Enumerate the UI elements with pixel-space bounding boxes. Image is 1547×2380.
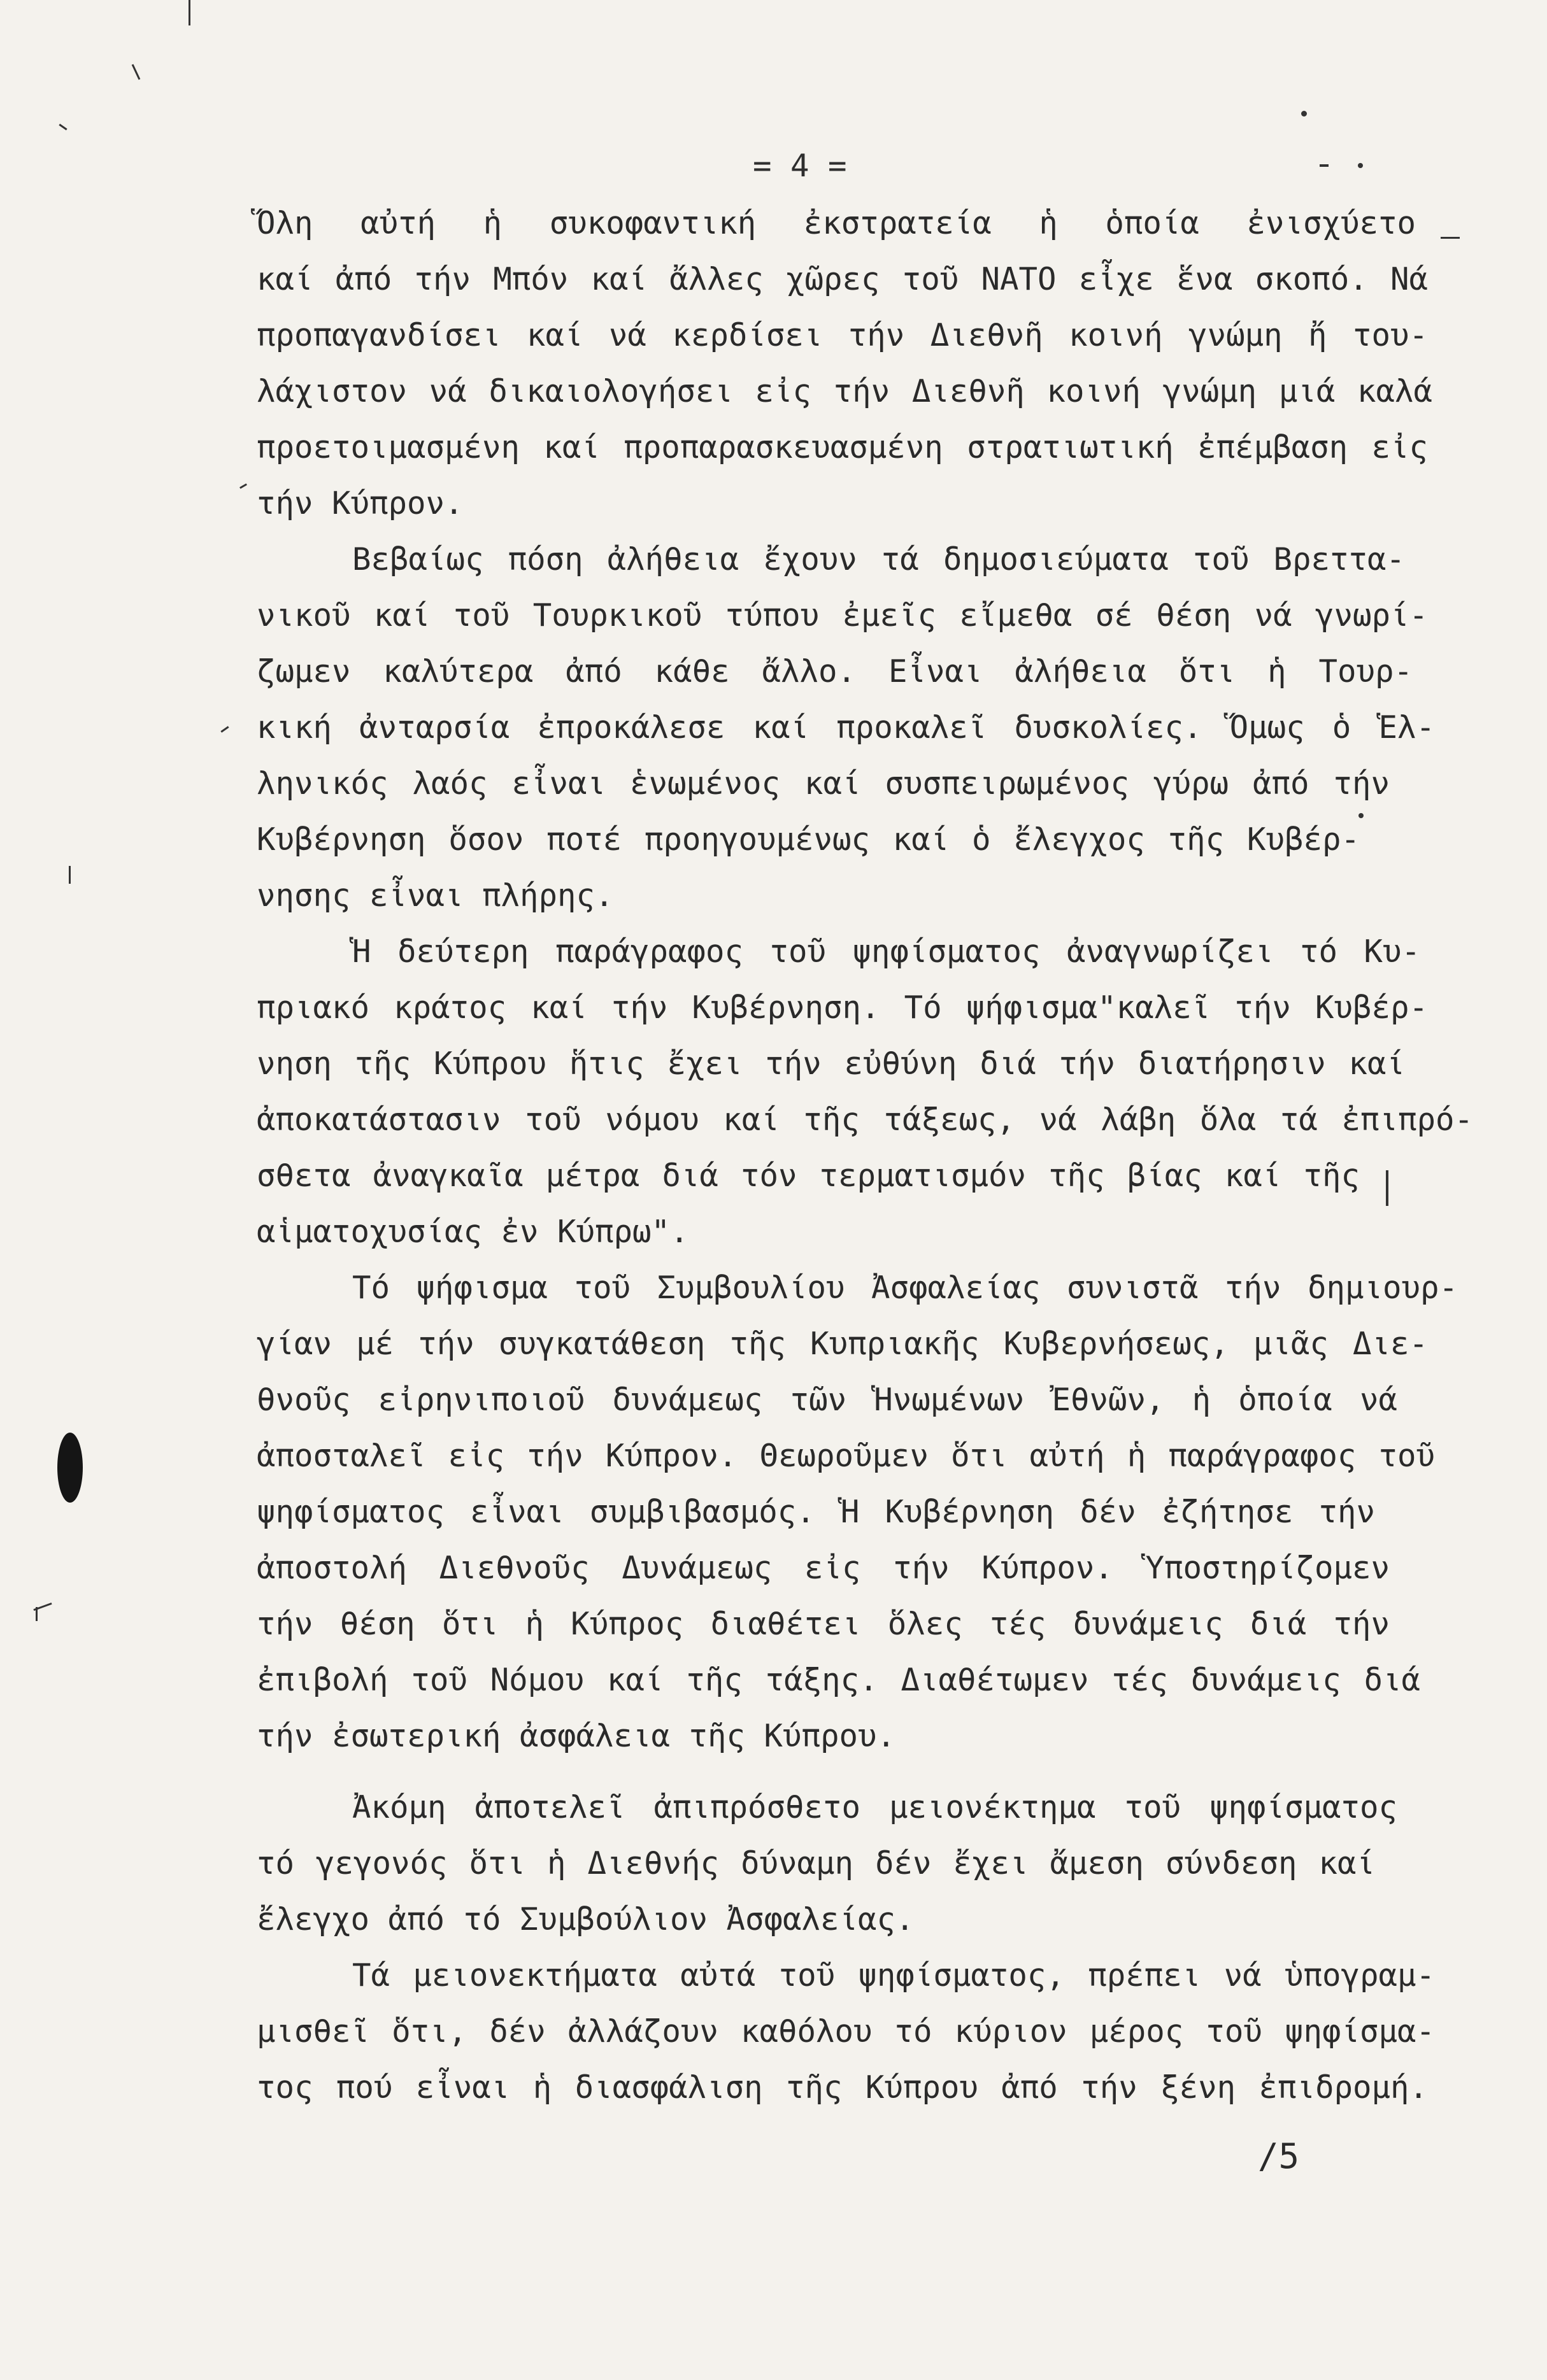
paragraph — [257, 1780, 1473, 1948]
document-line: ἀποστολή Διεθνοῦς Δυνάμεως εἰς τήν Κύπρον. Ὑποστηρίζομεν — [257, 1550, 1390, 1586]
document-line: τήν Κύπρον. — [257, 485, 464, 521]
document-line: Ὅλη αὐτή ἡ συκοφαντική ἐκστρατεία ἡ ὁποία ἐνισχύετο — [257, 205, 1416, 241]
document-line: ἐπιβολή τοῦ Νόμου καί τῆς τάξης. Διαθέτωμεν τές δυνάμεις διά — [257, 1662, 1420, 1698]
scan-mark — [69, 866, 71, 884]
document-line: νικοῦ καί τοῦ Τουρκικοῦ τύπου ἐμεῖς εἴμεθα σέ θέση νά γνωρί- — [257, 597, 1428, 634]
page-number: = 4 = — [753, 148, 847, 184]
scan-mark — [132, 64, 141, 80]
scan-mark — [220, 726, 229, 732]
scan-mark — [1358, 163, 1363, 168]
scan-mark — [36, 1607, 38, 1621]
document-line: ἀποκατάστασιν τοῦ νόμου καί τῆς τάξεως, νά λάβη ὅλα τά ἐπιπρό- — [257, 1101, 1473, 1138]
document-line: προετοιμασμένη καί προπαρασκευασμένη στρατιωτική ἐπέμβαση εἰς — [257, 429, 1428, 465]
scan-mark — [239, 483, 247, 489]
document-line: λάχιστον νά δικαιολογήσει εἰς τήν Διεθνῆ κοινή γνώμη μιά καλά — [257, 373, 1432, 409]
paragraph — [257, 195, 1473, 532]
scan-mark — [59, 124, 67, 130]
document-line: μισθεῖ ὅτι, δέν ἀλλάζουν καθόλου τό κύριον μέρος τοῦ ψηφίσμα- — [257, 2013, 1435, 2050]
document-line: θνοῦς εἰρηνιποιοῦ δυνάμεως τῶν Ἡνωμένων Ἐθνῶν, ἡ ὁποία νά — [257, 1382, 1397, 1418]
document-line: σθετα ἀναγκαῖα μέτρα διά τόν τερματισμόν τῆς βίας καί τῆς — [257, 1158, 1360, 1194]
document-line: Βεβαίως πόση ἀλήθεια ἔχουν τά δημοσιεύματα τοῦ Βρεττα- — [352, 541, 1405, 577]
document-line: Τά μειονεκτήματα αὐτά τοῦ ψηφίσματος, πρέπει νά ὑπογραμ- — [352, 1957, 1435, 1994]
scan-mark — [1320, 164, 1329, 167]
document-line: κική ἀνταρσία ἐπροκάλεσε καί προκαλεῖ δυσκολίες. Ὅμως ὁ Ἑλ- — [257, 709, 1435, 746]
scan-mark — [1358, 813, 1364, 818]
paragraph — [257, 924, 1473, 1260]
document-line: Ἡ δεύτερη παράγραφος τοῦ ψηφίσματος ἀναγνωρίζει τό Κυ- — [352, 933, 1420, 970]
document-line: τήν ἐσωτερική ἀσφάλεια τῆς Κύπρου. — [257, 1718, 896, 1754]
paragraph — [257, 1260, 1473, 1764]
document-body — [257, 195, 1473, 2116]
document-line: ἀποσταλεῖ εἰς τήν Κύπρον. Θεωροῦμεν ὅτι αὐτή ἡ παράγραφος τοῦ — [257, 1438, 1435, 1474]
scan-mark — [1441, 237, 1460, 239]
document-line: γίαν μέ τήν συγκατάθεση τῆς Κυπριακῆς Κυβερνήσεως, μιᾶς Διε- — [257, 1326, 1428, 1362]
document-line: πριακό κράτος καί τήν Κυβέρνηση. Τό ψήφισμα"καλεῖ τήν Κυβέρ- — [257, 989, 1428, 1026]
scan-mark — [189, 0, 190, 25]
paragraph — [257, 532, 1473, 924]
punch-hole-shadow — [57, 1433, 83, 1503]
document-line: προπαγανδίσει καί νά κερδίσει τήν Διεθνῆ κοινή γνώμη ἤ του- — [257, 317, 1428, 353]
scan-mark — [1301, 111, 1307, 117]
document-line: νησης εἶναι πλήρης. — [257, 877, 614, 914]
document-line: τό γεγονός ὅτι ἡ Διεθνής δύναμη δέν ἔχει ἄμεση σύνδεση καί — [257, 1845, 1375, 1881]
document-line: ψηφίσματος εἶναι συμβιβασμός. Ἡ Κυβέρνηση δέν ἐζήτησε τήν — [257, 1494, 1375, 1530]
document-line: ληνικός λαός εἶναι ἑνωμένος καί συσπειρωμένος γύρω ἀπό τήν — [257, 765, 1390, 802]
scan-mark — [1386, 1170, 1388, 1206]
document-line: αἱματοχυσίας ἐν Κύπρω". — [257, 1214, 689, 1250]
document-line: νηση τῆς Κύπρου ἥτις ἔχει τήν εὐθύνη διά τήν διατήρησιν καί — [257, 1045, 1405, 1082]
document-line: ζωμεν καλύτερα ἀπό κάθε ἄλλο. Εἶναι ἀλήθεια ὅτι ἡ Τουρ- — [257, 653, 1413, 690]
document-line: Κυβέρνηση ὅσον ποτέ προηγουμένως καί ὁ ἔλεγχος τῆς Κυβέρ- — [257, 821, 1360, 858]
document-line: τήν θέση ὅτι ἡ Κύπρος διαθέτει ὅλες τές δυνάμεις διά τήν — [257, 1606, 1390, 1642]
document-line: τος πού εἶναι ἡ διασφάλιση τῆς Κύπρου ἀπό τήν ξένη ἐπιδρομή. — [257, 2069, 1428, 2106]
document-line: Ἀκόμη ἀποτελεῖ ἀπιπρόσθετο μειονέκτημα τοῦ ψηφίσματος — [352, 1789, 1397, 1825]
next-page-marker: /5 — [1258, 2136, 1300, 2176]
document-line: Τό ψήφισμα τοῦ Συμβουλίου Ἀσφαλείας συνιστᾶ τήν δημιουρ- — [352, 1270, 1458, 1306]
paragraph — [257, 1948, 1473, 2116]
document-line: ἔλεγχο ἀπό τό Συμβούλιον Ἀσφαλείας. — [257, 1901, 915, 1937]
document-line: καί ἀπό τήν Μπόν καί ἄλλες χῶρες τοῦ ΝΑΤΟ εἶχε ἕνα σκοπό. Νά — [257, 261, 1428, 297]
